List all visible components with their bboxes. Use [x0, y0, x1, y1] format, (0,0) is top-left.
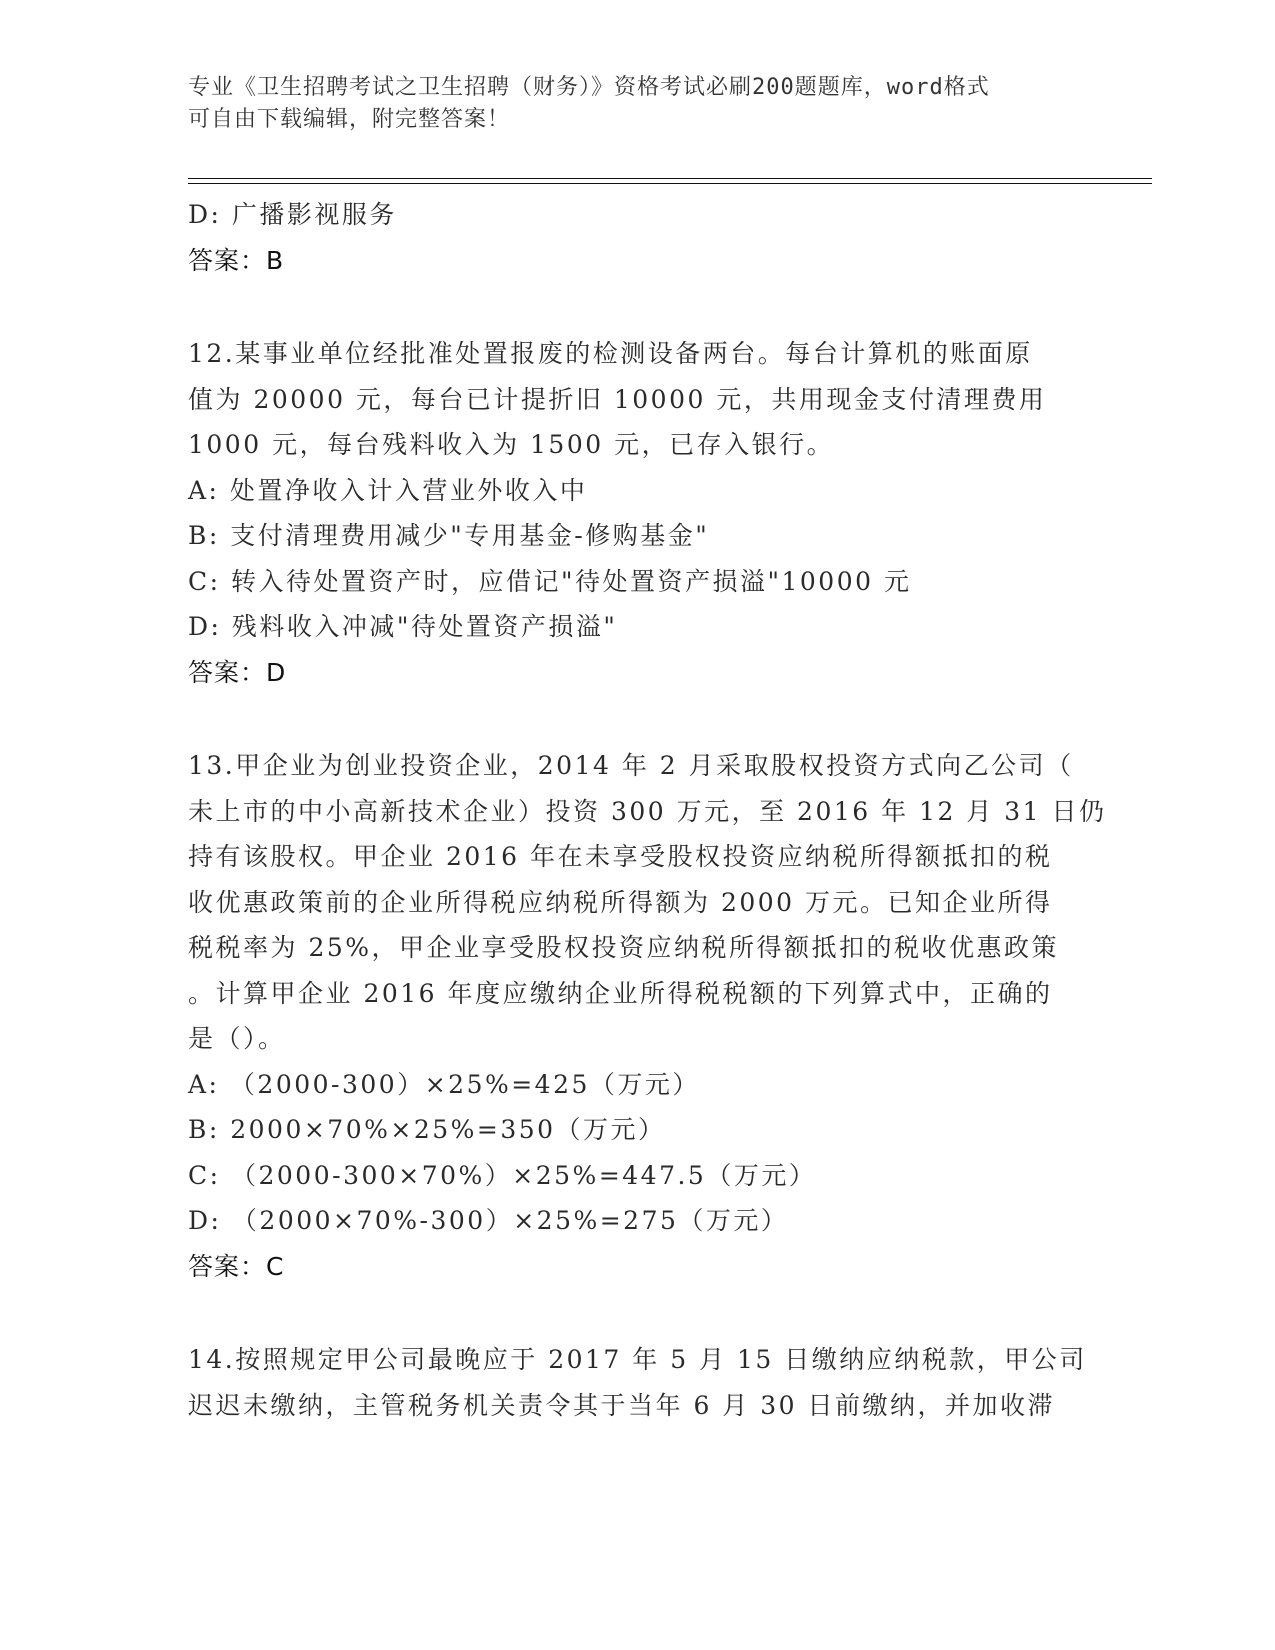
- question-13: [188, 743, 1107, 1289]
- q13-stem-line-4: 收优惠政策前的企业所得税应纳税所得额为 2000 万元。已知企业所得: [188, 887, 1053, 917]
- q13-option-c: C: （2000-300×70%）×25%=447.5（万元）: [188, 1160, 817, 1190]
- document-header: [188, 72, 1088, 136]
- q11-answer: 答案：B: [188, 245, 285, 275]
- q13-option-b: B: 2000×70%×25%=350（万元）: [188, 1115, 666, 1144]
- q13-stem-line-6: 。计算甲企业 2016 年度应缴纳企业所得税税额的下列算式中，正确的: [188, 978, 1053, 1008]
- q14-stem-line-2: 迟迟未缴纳，主管税务机关责令其于当年 6 月 30 日前缴纳，并加收滞: [188, 1390, 1056, 1420]
- q13-stem-line-3: 持有该股权。甲企业 2016 年在未享受股权投资应纳税所得额抵扣的税: [188, 842, 1053, 871]
- q12-stem-line-3: 1000 元，每台残料收入为 1500 元，已存入银行。: [188, 430, 835, 459]
- q13-stem-line-5: 税税率为 25%，甲企业享受股权投资应纳税所得额抵扣的税收优惠政策: [188, 933, 1060, 962]
- q11-option-d: D: 广播影视服务: [188, 200, 397, 229]
- q13-stem-line-7: 是（）。: [188, 1024, 286, 1053]
- q13-option-a: A: （2000-300）×25%=425（万元）: [188, 1069, 700, 1099]
- q12-option-b: B: 支付清理费用减少"专用基金-修购基金": [188, 521, 710, 550]
- spacer: [188, 1289, 1088, 1337]
- header-rule-top: [188, 178, 1152, 179]
- header-line-2: 可自由下载编辑，附完整答案！: [188, 107, 511, 132]
- q12-option-a: A: 处置净收入计入营业外收入中: [188, 475, 588, 505]
- q13-answer: 答案：C: [188, 1251, 285, 1281]
- question-14: [188, 1337, 1088, 1428]
- spacer: [188, 695, 1088, 743]
- q12-stem-line-1: 12.某事业单位经批准处置报废的检测设备两台。每台计算机的账面原: [188, 339, 1033, 368]
- header-line-1: 专业《卫生招聘考试之卫生招聘（财务）》资格考试必刷200题题库，word格式: [188, 75, 990, 100]
- q12-option-c: C: 转入待处置资产时，应借记"待处置资产损溢"10000 元: [188, 566, 912, 596]
- q13-option-d: D: （2000×70%-300）×25%=275（万元）: [188, 1206, 789, 1235]
- q12-option-d: D: 残料收入冲减"待处置资产损溢": [188, 612, 618, 641]
- q13-stem-line-1: 13.甲企业为创业投资企业，2014 年 2 月采取股权投资方式向乙公司（: [188, 751, 1074, 780]
- question-12: [188, 331, 1088, 695]
- document-body: [188, 192, 1107, 1428]
- q12-stem-line-2: 值为 20000 元，每台已计提折旧 10000 元，共用现金支付清理费用: [188, 384, 1047, 414]
- spacer: [188, 283, 1088, 331]
- q13-stem-line-2: 未上市的中小高新技术企业）投资 300 万元，至 2016 年 12 月 31 日仍: [188, 796, 1107, 826]
- q14-stem-line-1: 14.按照规定甲公司最晚应于 2017 年 5 月 15 日缴纳应纳税款，甲公司: [188, 1345, 1087, 1374]
- header-rule-bottom: [188, 183, 1152, 184]
- q12-answer: 答案：D: [188, 657, 287, 687]
